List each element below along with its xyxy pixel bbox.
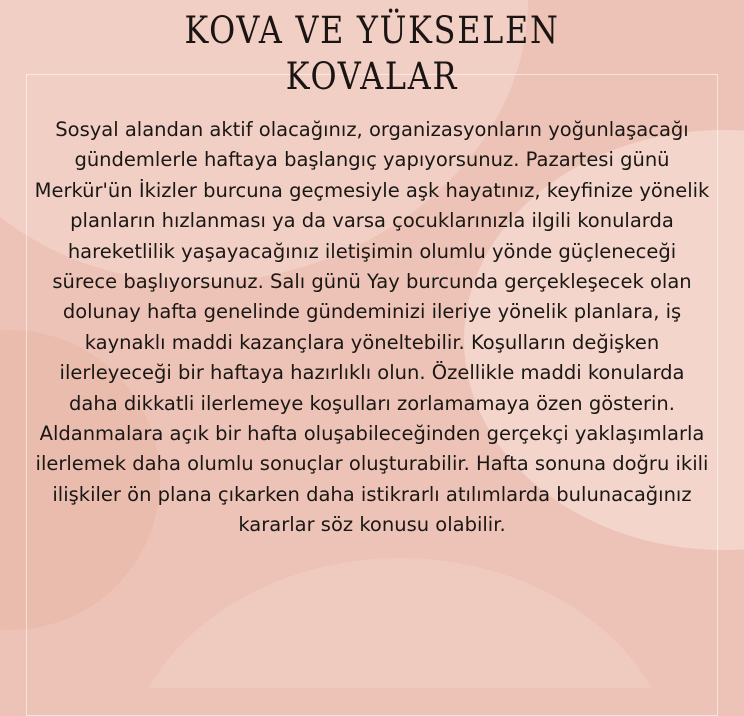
title-line-1: KOVA VE YÜKSELEN [184, 9, 560, 52]
horoscope-paragraph: Sosyal alandan aktif olacağınız, organizasyonların yoğunlaşacağı gündemlerle haftaya başlangıç yapıyorsunuz. Pazartesi günü Merkür'ün İkizler burcuna geçmesiyle aşk hayatınız, keyfinize yönelik planların hızlanması ya da varsa çocuklarınızla ilgili konularda hareketlilik yaşayacağınız iletişimin olumlu yönde güçleneceği sürece başlıyorsunuz. Salı günü Yay burcunda gerçekleşecek olan dolunay hafta genelinde gündeminizi ileriye yönelik planlara, iş kaynaklı maddi kazançlara yöneltebilir. Koşulların değişken ilerleyeceği bir haftaya hazırlıklı olun. Özellikle maddi konularda daha dikkatli ilerlemeye koşulları zorlamamaya özen gösterin. Aldanmalara açık bir hafta oluşabileceğinden gerçekçi yaklaşımlarla ilerlemek daha olumlu sonuçlar oluşturabilir. Hafta sonuna doğru ikili ilişkiler ön plana çıkarken daha istikrarlı atılımlarda bulunacağınız kararlar söz konusu olabilir. [34, 118, 710, 537]
background-blob [120, 558, 680, 688]
title-line-2: KOVALAR [285, 55, 459, 98]
page-title [52, 8, 692, 100]
